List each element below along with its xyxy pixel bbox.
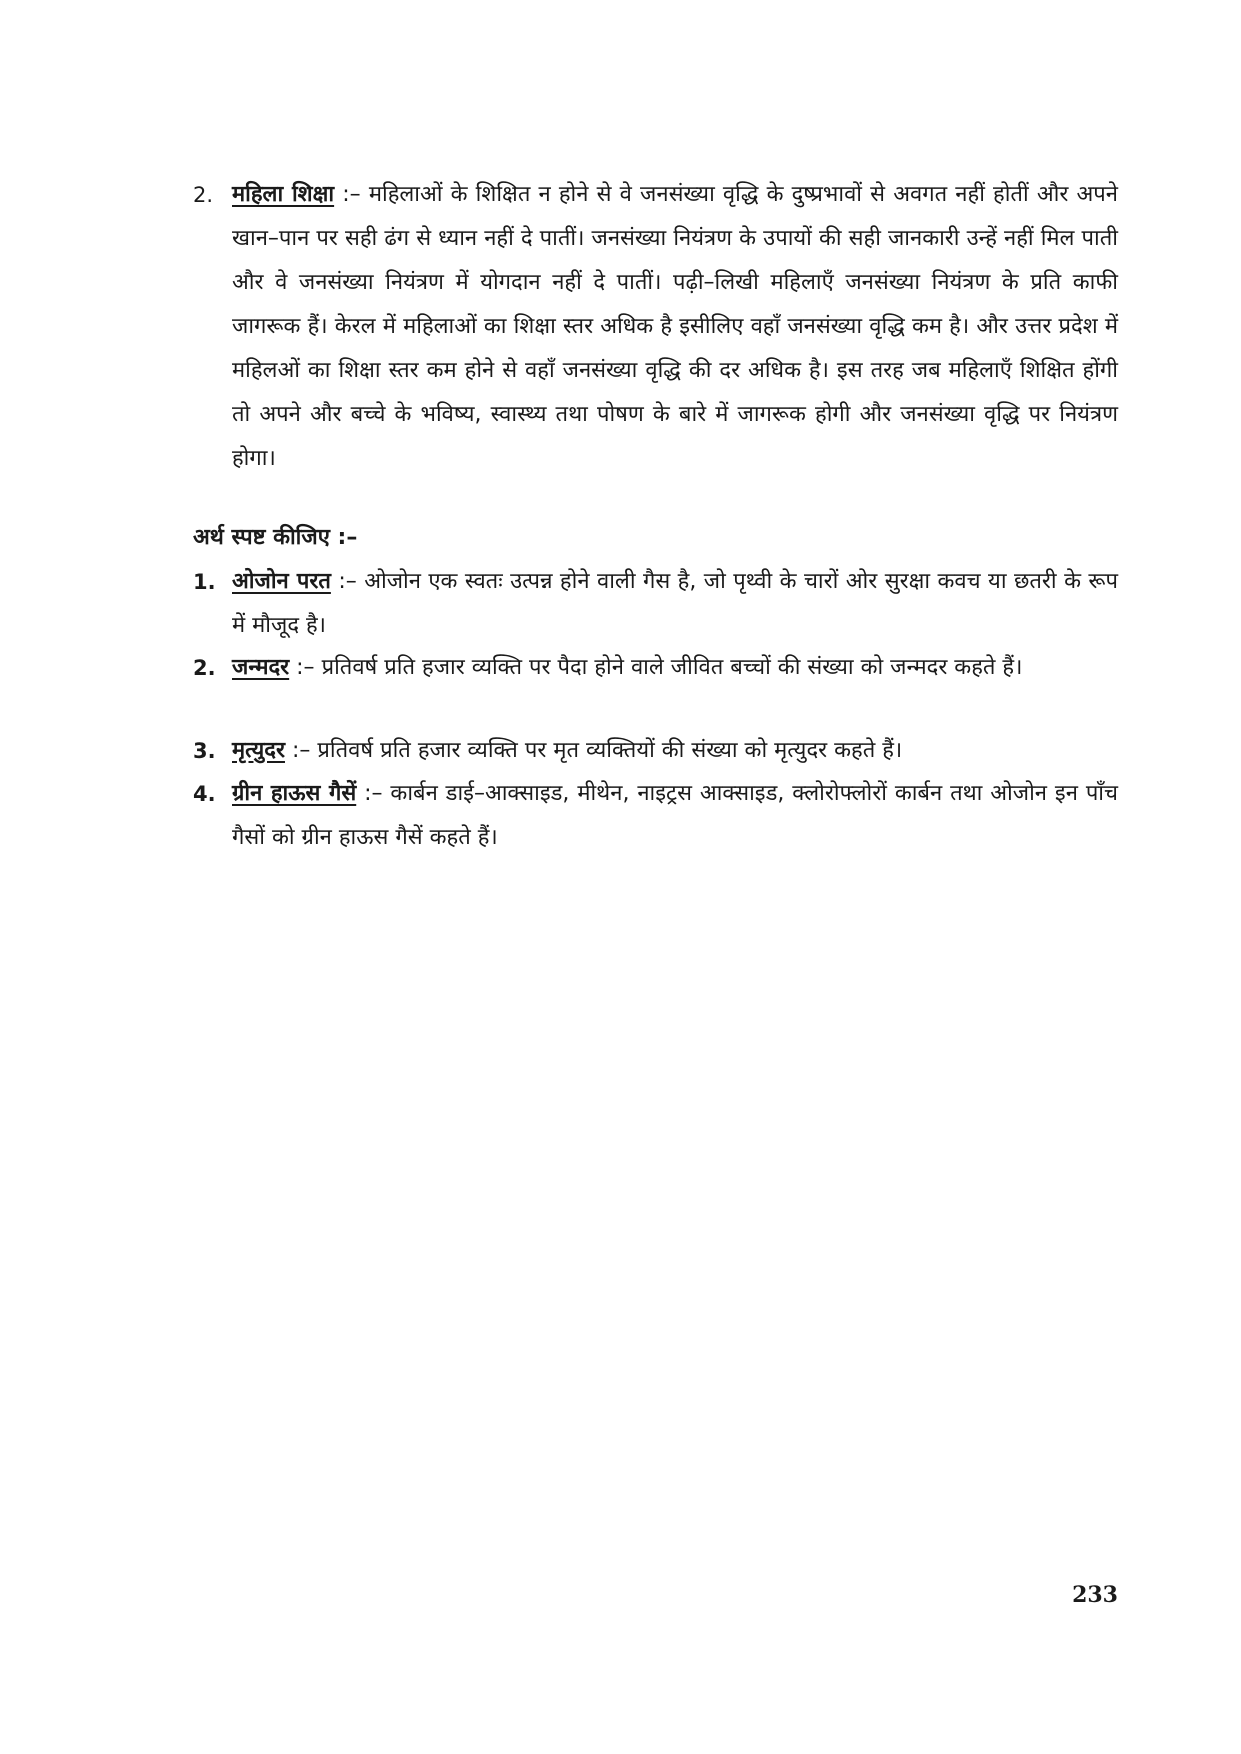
page-number: 233 xyxy=(1072,1582,1118,1608)
term-separator: :– xyxy=(284,738,318,763)
definition-text: ओजोन एक स्वतः उत्पन्न होने वाली गैस है, जो पृथ्वी के चारों ओर सुरक्षा कवच या छतरी के रूप में मौजूद है। xyxy=(232,569,1118,638)
term-women-education: महिला शिक्षा xyxy=(232,182,335,207)
item-body xyxy=(232,173,1118,481)
section-heading: अर्थ स्पष्ट कीजिए :– xyxy=(193,525,358,550)
definition-number: 3. xyxy=(193,739,216,763)
definition-number: 2. xyxy=(193,656,216,680)
term-ozone-layer: ओजोन परत xyxy=(232,569,331,594)
definition-body xyxy=(232,560,1118,648)
definition-death-rate xyxy=(193,729,1118,773)
definition-number: 4. xyxy=(193,782,216,806)
women-education-text: महिलाओं के शिक्षित न होने से वे जनसंख्या वृद्धि के दुष्प्रभावों से अवगत नहीं होतीं और अपने खान–पान पर सही ढंग से ध्यान नहीं दे पातीं। जनसंख्या नियंत्रण के उपायों की सही जानकारी उन्हें नहीं मिल पाती और वे जनसंख्या नियंत्रण में योगदान नहीं दे पातीं। पढ़ी–लिखी महिलाएँ जनसंख्या नियंत्रण के प्रति काफी जागरूक हैं। केरल में महिलाओं का शिक्षा स्तर अधिक है इसीलिए वहाँ जनसंख्या वृद्धि कम है। और उत्तर प्रदेश में महिलओं का शिक्षा स्तर कम होने से वहाँ जनसंख्या वृद्धि की दर अधिक है। इस तरह जब महिलाएँ शिक्षित होंगी तो अपने और बच्चे के भविष्य, स्वास्थ्य तथा पोषण के बारे में जागरूक होगी और जनसंख्या वृद्धि पर नियंत्रण होगा। xyxy=(232,182,1118,471)
term-greenhouse-gases: ग्रीन हाऊस गैसें xyxy=(232,781,357,806)
definition-number: 1. xyxy=(193,570,216,594)
definition-text: कार्बन डाई–आक्साइड, मीथेन, नाइट्रस आक्साइड, क्लोरोफ्लोरों कार्बन तथा ओजोन इन पाँच गैसों को ग्रीन हाऊस गैसें कहते हैं। xyxy=(232,781,1118,850)
term-separator: :– xyxy=(356,781,391,806)
women-education-item xyxy=(193,173,1118,481)
definition-text: प्रतिवर्ष प्रति हजार व्यक्ति पर पैदा होने वाले जीवित बच्चों की संख्या को जन्मदर कहते हैं। xyxy=(321,655,1023,680)
definition-text: प्रतिवर्ष प्रति हजार व्यक्ति पर मृत व्यक्तियों की संख्या को मृत्युदर कहते हैं। xyxy=(317,738,903,763)
term-death-rate: मृत्युदर xyxy=(232,738,285,763)
term-separator: :– xyxy=(289,655,322,680)
definition-greenhouse-gases xyxy=(193,772,1118,860)
definition-body xyxy=(232,772,1118,860)
term-separator: :– xyxy=(334,182,369,207)
term-separator: :– xyxy=(330,569,365,594)
definition-body xyxy=(232,729,1118,773)
item-number: 2. xyxy=(193,183,214,207)
term-birth-rate: जन्मदर xyxy=(232,655,290,680)
definition-birth-rate xyxy=(193,646,1118,690)
definition-ozone-layer xyxy=(193,560,1118,648)
definition-body xyxy=(232,646,1118,690)
